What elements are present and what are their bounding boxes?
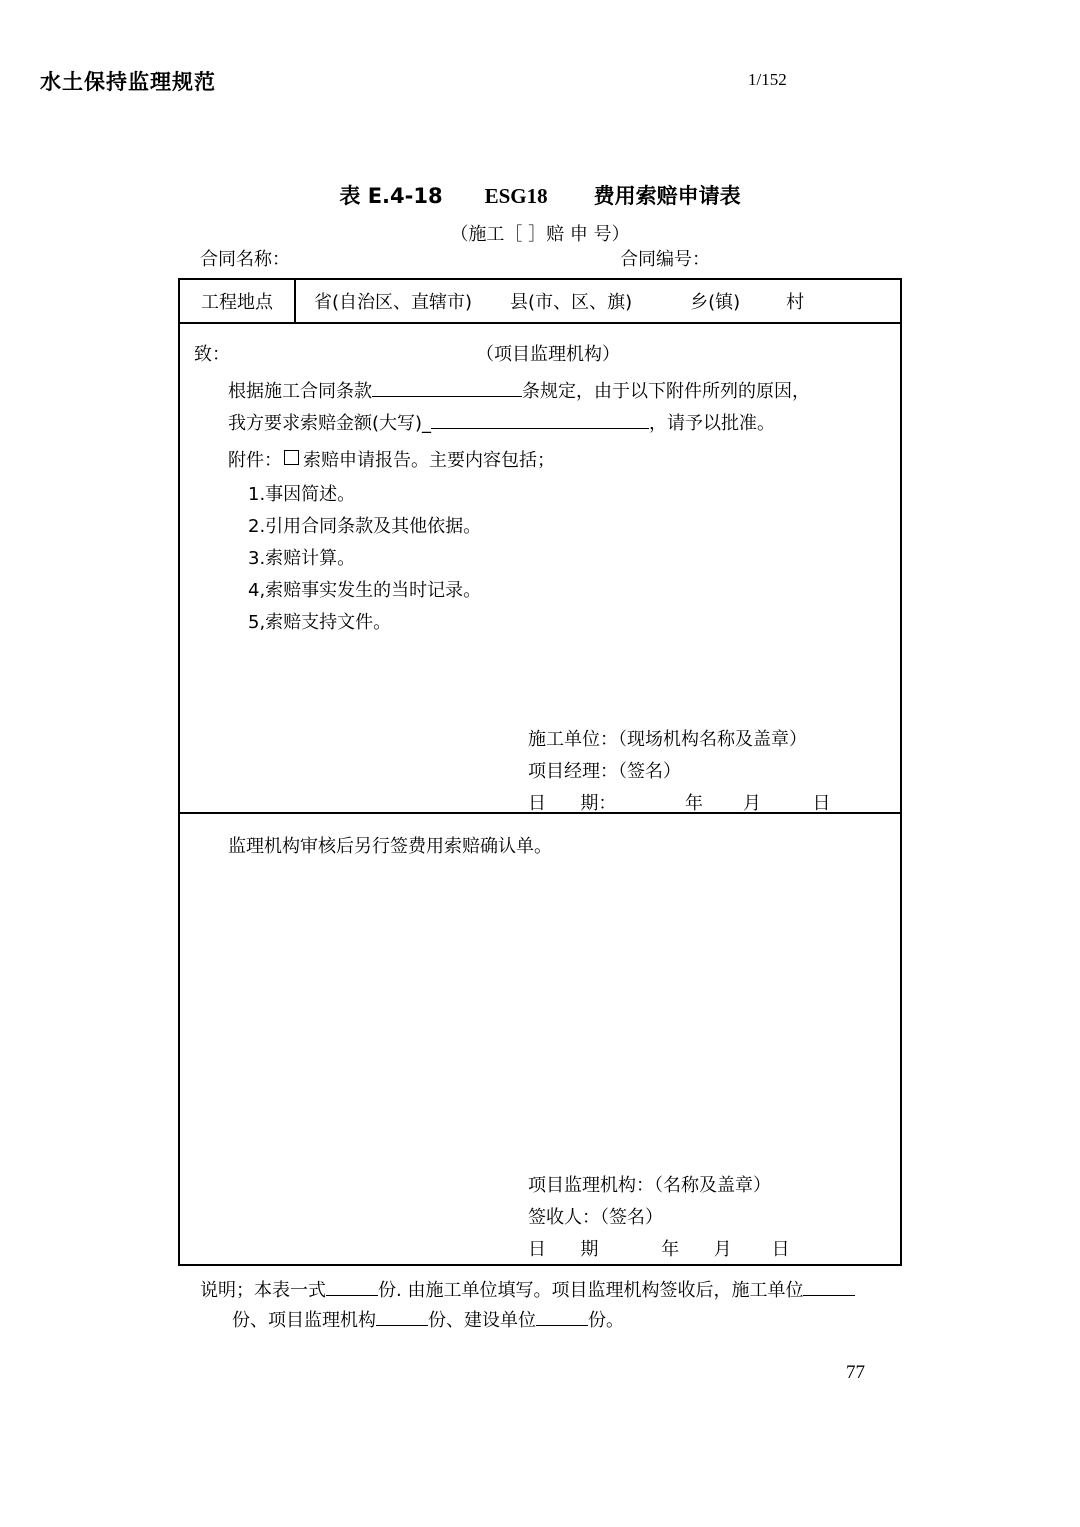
list-item: 1.事因简述。 — [248, 484, 356, 505]
table-section-receipt — [180, 814, 900, 1264]
page-indicator: 1/152 — [748, 70, 787, 89]
form-table — [178, 278, 902, 1266]
footer-note — [200, 1276, 906, 1336]
list-item: 5,索赔支持文件。 — [248, 612, 392, 633]
addressee-org: （项目监理机构） — [476, 344, 620, 365]
supervisor-note: 监理机构审核后另行签费用索赔确认单。 — [228, 836, 552, 857]
copies-blank[interactable] — [326, 1295, 378, 1296]
list-item: 3.索赔计算。 — [248, 548, 356, 569]
checkbox-icon[interactable] — [284, 450, 299, 465]
attachment-items — [248, 479, 481, 639]
contract-name-label: 合同名称： — [200, 249, 290, 270]
contract-line — [200, 245, 940, 271]
amount-blank[interactable] — [431, 428, 649, 429]
attachment-text: 索赔申请报告。主要内容包括； — [303, 450, 555, 471]
attachment-line — [228, 446, 555, 472]
location-township-field: 乡(镇) — [690, 292, 741, 313]
form-title — [0, 180, 1080, 210]
supervisor-signature-block — [528, 1170, 790, 1266]
supervision-org-line: 项目监理机构：（名称及盖章） — [528, 1175, 771, 1196]
para-part2: 条规定，由于以下附件所列的原因， — [522, 381, 810, 402]
footer-note-line2 — [232, 1306, 906, 1336]
application-paragraph — [228, 376, 888, 440]
footer-note-part1: 说明；本表一式 — [200, 1280, 326, 1301]
footer-note-part4: 份、建设单位 — [428, 1310, 536, 1331]
location-village-field: 村 — [786, 292, 805, 313]
clause-blank[interactable] — [372, 396, 522, 397]
footer-note-part5: 份。 — [588, 1310, 624, 1331]
copies-blank[interactable] — [536, 1325, 588, 1326]
contract-no-label: 合同编号： — [620, 249, 710, 270]
table-section-application — [180, 324, 900, 814]
application-date-line: 日 期： 年 月 日 — [528, 793, 831, 814]
location-province-field: 省(自治区、直辖市) — [314, 292, 473, 313]
para-part4: ，请予以批准。 — [649, 413, 776, 434]
receipt-date-line: 日 期 年 月 日 — [528, 1239, 790, 1260]
page-number: 77 — [846, 1362, 865, 1383]
addressee-label: 致： — [194, 344, 230, 365]
list-item: 2.引用合同条款及其他依据。 — [248, 516, 482, 537]
attachment-label: 附件： — [228, 450, 282, 471]
copies-blank[interactable] — [376, 1325, 428, 1326]
form-name: 费用索赔申请表 — [593, 184, 741, 208]
location-county-field: 县(市、区、旗) — [510, 292, 633, 313]
list-item: 4,索赔事实发生的当时记录。 — [248, 580, 482, 601]
receiver-line: 签收人：（签名） — [528, 1207, 663, 1228]
page-header — [40, 66, 1040, 102]
location-fields — [296, 280, 900, 322]
para-part3: 我方要求索赔金额(大写)_ — [228, 413, 432, 434]
footer-note-part2: 份. 由施工单位填写。项目监理机构签收后，施工单位 — [378, 1280, 804, 1301]
project-manager-line: 项目经理：（签名） — [528, 761, 681, 782]
document-title: 水土保持监理规范 — [40, 70, 216, 94]
table-row-location — [180, 280, 900, 324]
form-subtitle: （施工［ ］赔 申 号） — [450, 224, 630, 245]
form-code: ESG18 — [484, 184, 548, 208]
form-table-number: 表 E.4-18 — [339, 184, 443, 208]
construction-unit-line: 施工单位：（现场机构名称及盖章） — [528, 729, 807, 750]
location-label: 工程地点 — [180, 280, 296, 322]
footer-note-part3: 份、项目监理机构 — [232, 1310, 376, 1331]
copies-blank[interactable] — [803, 1295, 855, 1296]
para-part1: 根据施工合同条款 — [228, 381, 372, 402]
applicant-signature-block — [528, 724, 831, 820]
